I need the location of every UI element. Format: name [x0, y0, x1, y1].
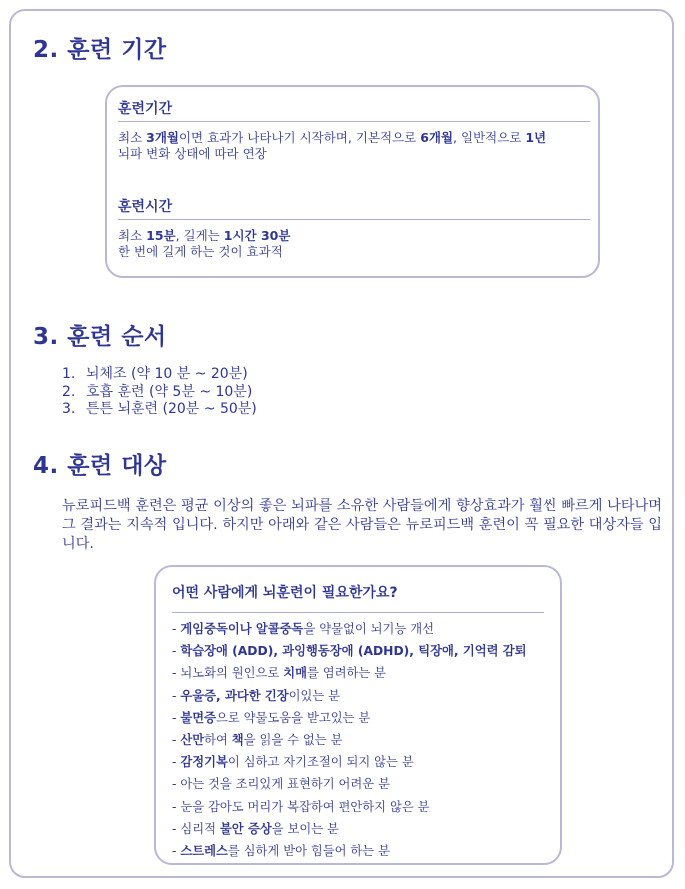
list-item: - 심리적 불안 증상을 보이는 분 [172, 821, 339, 836]
list-item: - 게임중독이나 알콜중독을 약물없이 뇌기능 개선 [172, 622, 434, 636]
section-heading-target: 4. 훈련 대상 [33, 453, 167, 479]
time-line-1: 최소 15분, 길게는 1시간 30분 [118, 228, 291, 243]
list-item: - 아는 것을 조리있게 표현하기 어려운 분 [172, 777, 390, 792]
list-item: - 산만하여 책을 읽을 수 없는 분 [172, 733, 343, 747]
target-box-title: 어떤 사람에게 뇌훈련이 필요한가요? [172, 585, 398, 601]
list-item: - 눈을 감아도 머리가 복잡하여 편안하지 않은 분 [172, 799, 430, 814]
list-item: - 우울증, 과다한 긴장이있는 분 [172, 688, 341, 703]
target-paragraph: 뉴로피드백 훈련은 평균 이상의 좋은 뇌파를 소유한 사람들에게 향상효과가 훨씬 빠르게 나타나며 그 결과는 지속적 입니다. 하지만 아래와 같은 사람들은 뉴로피드백 훈련이 꼭 필요한 대상자들 입니다. [62, 498, 662, 552]
duration-line-2: 뇌파 변화 상태에 따라 연장 [118, 146, 267, 161]
section-heading-order: 3. 훈련 순서 [33, 324, 167, 350]
list-item: - 스트레스를 심하게 받아 힘들어 하는 분 [172, 844, 390, 858]
list-item: 1. 뇌체조 (약 10 분 ~ 20분) [62, 366, 248, 382]
list-item: - 감정기복이 심하고 자기조절이 되지 않는 분 [172, 755, 414, 770]
list-item: - 학습장애 (ADD), 과잉행동장애 (ADHD), 틱장애, 기억력 감퇴 [172, 644, 527, 659]
list-item: - 뇌노화의 원인으로 치매를 염려하는 분 [172, 666, 387, 681]
divider [118, 121, 590, 122]
order-list [62, 366, 257, 419]
list-item: 3. 튼튼 뇌훈련 (20분 ~ 50분) [62, 401, 257, 417]
section-heading-period: 2. 훈련 기간 [33, 37, 167, 63]
duration-line-1: 최소 3개월이면 효과가 나타나기 시작하며, 기본적으로 6개월, 일반적으로 1년 [118, 130, 547, 145]
time-line-2: 한 번에 길게 하는 것이 효과적 [118, 244, 283, 259]
list-item: 2. 호흡 훈련 (약 5분 ~ 10분) [62, 383, 253, 400]
time-title: 훈련시간 [118, 199, 173, 215]
duration-title: 훈련기간 [118, 101, 173, 117]
list-item: - 불면증으로 약물도움을 받고있는 분 [172, 710, 371, 725]
divider [172, 612, 544, 613]
divider [118, 219, 590, 220]
